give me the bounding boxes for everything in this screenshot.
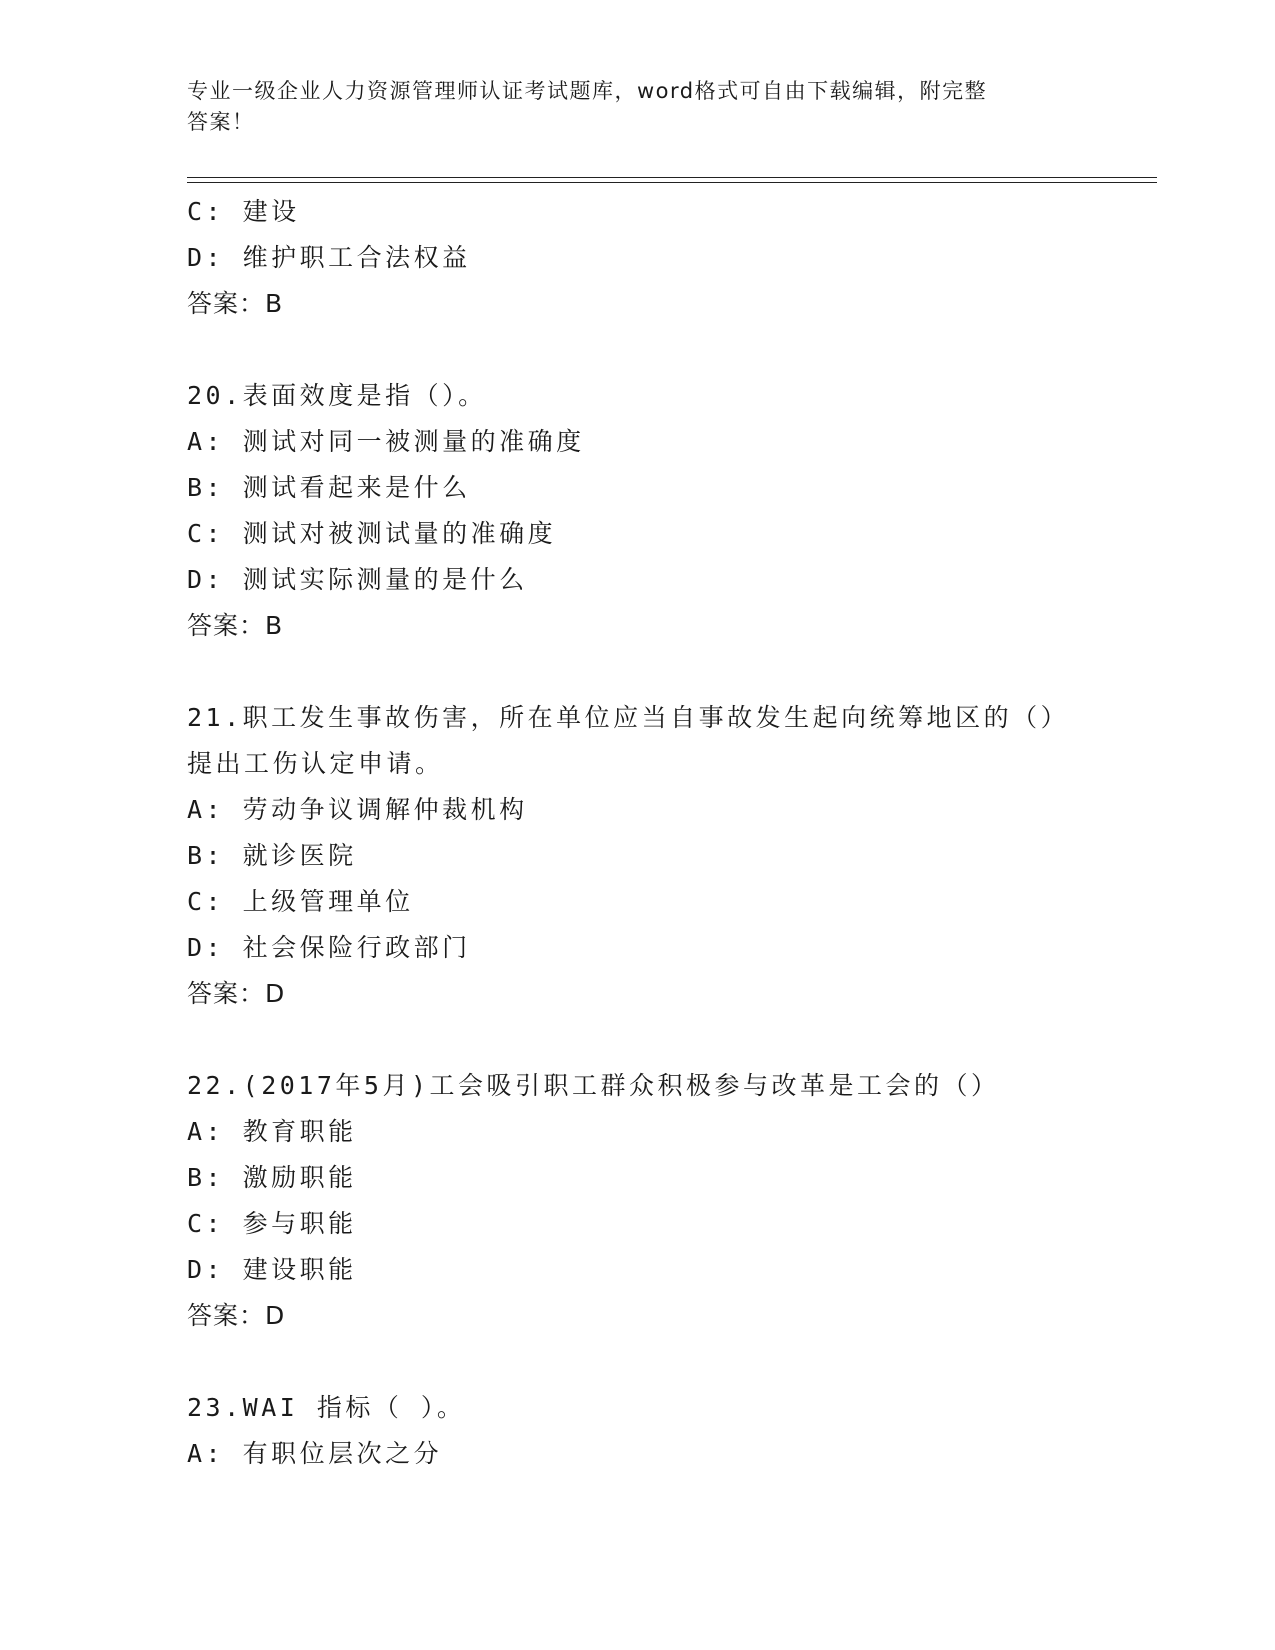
option-line: B: 激励职能 <box>187 1163 357 1192</box>
option-line: A: 劳动争议调解仲裁机构 <box>187 795 528 824</box>
document-header <box>187 76 1067 138</box>
header-divider-top <box>187 177 1157 178</box>
header-line-2: 答案！ <box>187 110 255 134</box>
answer-line: 答案：B <box>187 289 284 318</box>
question-line: 20.表面效度是指（）。 <box>187 381 487 410</box>
question-line: 23.WAI 指标（ ）。 <box>187 1393 466 1422</box>
header-divider-bottom <box>187 182 1157 183</box>
answer-line: 答案：D <box>187 1301 286 1330</box>
answer-line: 答案：D <box>187 979 286 1008</box>
question-line: 21.职工发生事故伤害，所在单位应当自事故发生起向统筹地区的（） <box>187 703 1070 732</box>
option-line: B: 就诊医院 <box>187 841 357 870</box>
question-line: 提出工伤认定申请。 <box>187 749 444 778</box>
option-line: C: 参与职能 <box>187 1209 357 1238</box>
question-line: 22.(2017年5月)工会吸引职工群众积极参与改革是工会的（） <box>187 1071 1000 1100</box>
option-line: C: 测试对被测试量的准确度 <box>187 519 557 548</box>
option-line: C: 上级管理单位 <box>187 887 414 916</box>
option-line: C: 建设 <box>187 197 300 226</box>
answer-line: 答案：B <box>187 611 284 640</box>
option-line: D: 建设职能 <box>187 1255 357 1284</box>
option-line: A: 教育职能 <box>187 1117 357 1146</box>
option-line: A: 测试对同一被测量的准确度 <box>187 427 585 456</box>
option-line: B: 测试看起来是什么 <box>187 473 471 502</box>
option-line: A: 有职位层次之分 <box>187 1439 443 1468</box>
option-line: D: 维护职工合法权益 <box>187 243 471 272</box>
option-line: D: 测试实际测量的是什么 <box>187 565 528 594</box>
header-line-1: 专业一级企业人力资源管理师认证考试题库，word格式可自由下载编辑，附完整 <box>187 79 988 103</box>
option-line: D: 社会保险行政部门 <box>187 933 471 962</box>
